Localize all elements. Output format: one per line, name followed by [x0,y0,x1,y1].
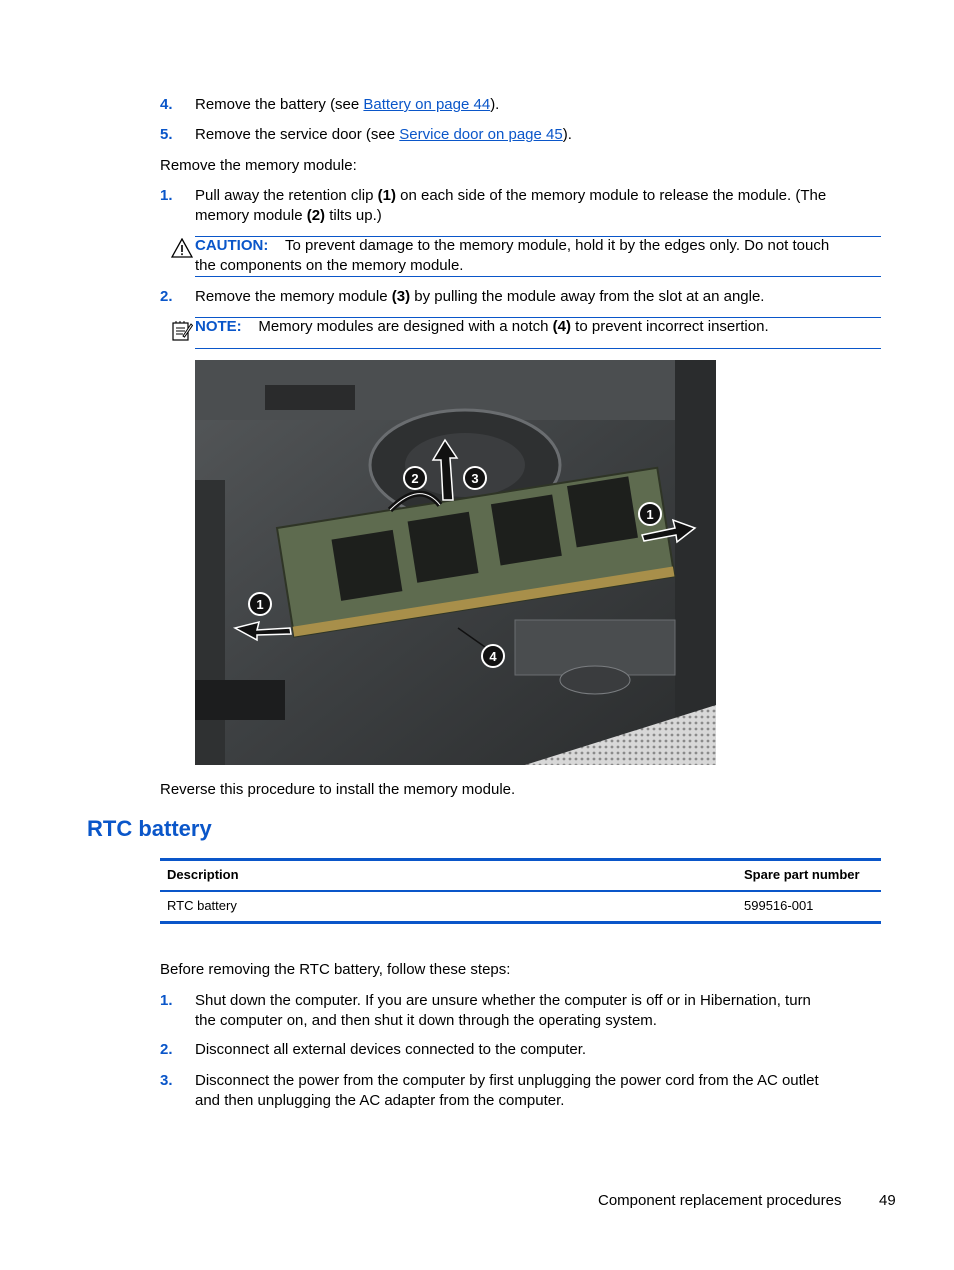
table-top-rule [160,858,881,861]
table-cell-spare-part: 599516-001 [744,898,814,913]
svg-text:1: 1 [646,507,654,522]
svg-text:1: 1 [256,597,264,612]
note-text: NOTE: Memory modules are designed with a notch (4) to prevent incorrect insertion. [195,318,769,335]
note-bottom-rule [195,348,881,349]
step-number: 1. [160,992,173,1009]
callout-4 [482,645,504,667]
memory-module-illustration [195,360,716,765]
callout-1-right [639,503,661,525]
step-text: Pull away the retention clip (1) on each side of the memory module to release the module. (The memory module (2) tilts up.) [195,187,827,224]
step-number: 3. [160,1072,173,1089]
table-header-description: Description [167,867,239,882]
step-text: Shut down the computer. If you are unsure whether the computer is off or in Hibernation, turn the computer on, and then shut it down through the operating system. [195,992,811,1029]
service-door-link[interactable]: Service door on page 45 [399,126,563,143]
note-pad-icon [171,320,193,342]
table-bottom-rule [160,921,881,924]
table-cell-description: RTC battery [167,898,237,913]
step-number: 2. [160,1041,173,1058]
caution-text: CAUTION: To prevent damage to the memory module, hold it by the edges only. Do not touch the components on the memory module. [195,237,830,274]
svg-text:3: 3 [471,471,479,486]
callout-2 [404,467,426,489]
caution-bottom-rule [195,276,881,277]
svg-text:4: 4 [489,649,497,664]
step-number: 4. [160,96,173,113]
footer-page-number: 49 [879,1192,896,1209]
footer-section-name: Component replacement procedures [598,1192,842,1209]
section-heading: RTC battery [87,816,212,841]
intro-paragraph: Remove the memory module: [160,157,357,174]
battery-link[interactable]: Battery on page 44 [363,96,491,113]
memory-module-photo [195,360,716,765]
callout-3 [464,467,486,489]
step-text: Remove the battery (see Battery on page 44). [195,96,500,113]
table-header-spare-part: Spare part number [744,867,860,882]
step-number: 2. [160,288,173,305]
step-text: Disconnect the power from the computer by first unplugging the power cord from the AC outlet and then unplugging the AC adapter from the computer. [195,1072,819,1109]
svg-text:2: 2 [411,471,419,486]
step-text: Remove the service door (see Service door on page 45). [195,126,572,143]
step-number: 5. [160,126,173,143]
before-paragraph: Before removing the RTC battery, follow these steps: [160,961,511,978]
step-number: 1. [160,187,173,204]
step-text: Remove the memory module (3) by pulling the module away from the slot at an angle. [195,288,765,305]
callout-1-left [249,593,271,615]
table-header-rule [160,890,881,892]
caution-triangle-icon [171,238,193,258]
step-text: Disconnect all external devices connected to the computer. [195,1041,587,1058]
reverse-paragraph: Reverse this procedure to install the memory module. [160,781,516,798]
